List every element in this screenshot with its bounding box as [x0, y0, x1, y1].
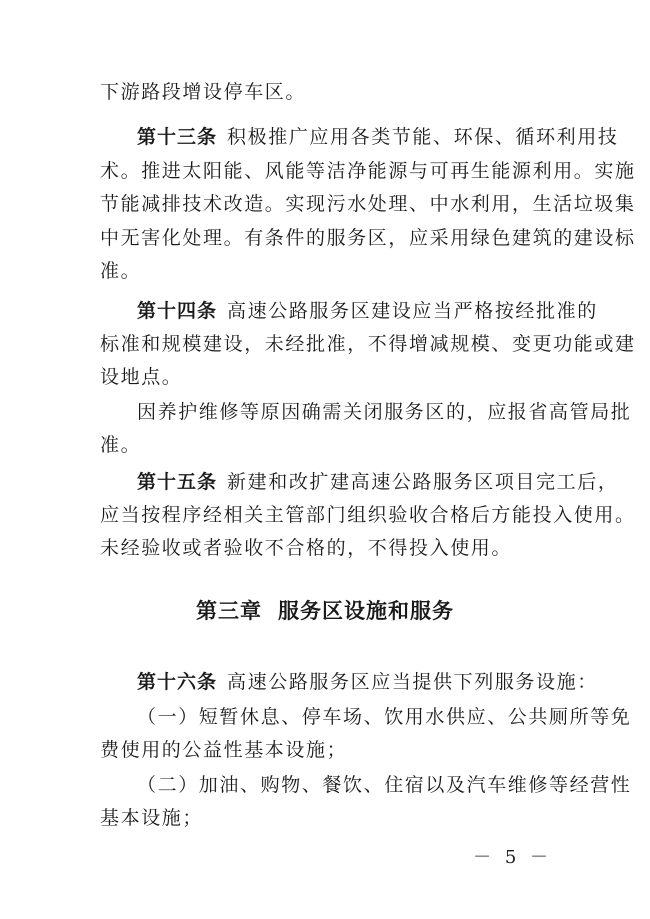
- article-13-label: 第十三条: [137, 126, 218, 148]
- page-number: － 5 －: [473, 847, 552, 868]
- article-14-line-1: 第十四条 高速公路服务区建设应当严格按经批准的: [137, 300, 598, 322]
- article-14-paragraph-2-line-1: 因养护维修等原因确需关闭服务区的，应报省高管局批: [137, 401, 632, 423]
- article-15-line-2: 应当按程序经相关主管部门组织验收合格后方能投入使用。: [100, 504, 636, 526]
- article-13-line-3: 节能减排技术改造。实现污水处理、中水利用，生活垃圾集: [100, 193, 636, 215]
- article-14-line-3: 设地点。: [100, 366, 183, 388]
- chapter-title: 服务区设施和服务: [278, 599, 454, 623]
- chapter-heading: [0, 598, 650, 624]
- article-14-line-2: 标准和规模建设，未经批准，不得增减规模、变更功能或建: [100, 333, 636, 355]
- article-13-line-1: 第十三条 积极推广应用各类节能、环保、循环利用技: [137, 126, 619, 148]
- item-1-line-1: （一）短暂休息、停车场、饮用水供应、公共厕所等免: [137, 706, 632, 728]
- chapter-number: 第三章: [196, 599, 262, 623]
- article-15-line-1: 第十五条 新建和改扩建高速公路服务区项目完工后，: [137, 471, 619, 493]
- item-1-line-2: 费使用的公益性基本设施；: [100, 739, 348, 761]
- paragraph-continuation: 下游路段增设停车区。: [100, 81, 307, 103]
- article-13-line-2: 术。推进太阳能、风能等洁净能源与可再生能源利用。实施: [100, 160, 636, 182]
- article-13-line-4: 中无害化处理。有条件的服务区，应采用绿色建筑的建设标: [100, 227, 636, 249]
- article-15-label: 第十五条: [137, 471, 218, 493]
- item-2-line-2: 基本设施；: [100, 807, 204, 829]
- item-2-line-1: （二）加油、购物、餐饮、住宿以及汽车维修等经营性: [137, 774, 632, 796]
- article-14-label: 第十四条: [137, 300, 218, 322]
- article-15-line-3: 未经验收或者验收不合格的，不得投入使用。: [100, 537, 513, 559]
- article-16-label: 第十六条: [137, 671, 218, 693]
- article-13-line-5: 准。: [100, 260, 142, 282]
- article-14-paragraph-2-line-2: 准。: [100, 434, 142, 456]
- article-16-line-1: 第十六条 高速公路服务区应当提供下列服务设施：: [137, 671, 598, 693]
